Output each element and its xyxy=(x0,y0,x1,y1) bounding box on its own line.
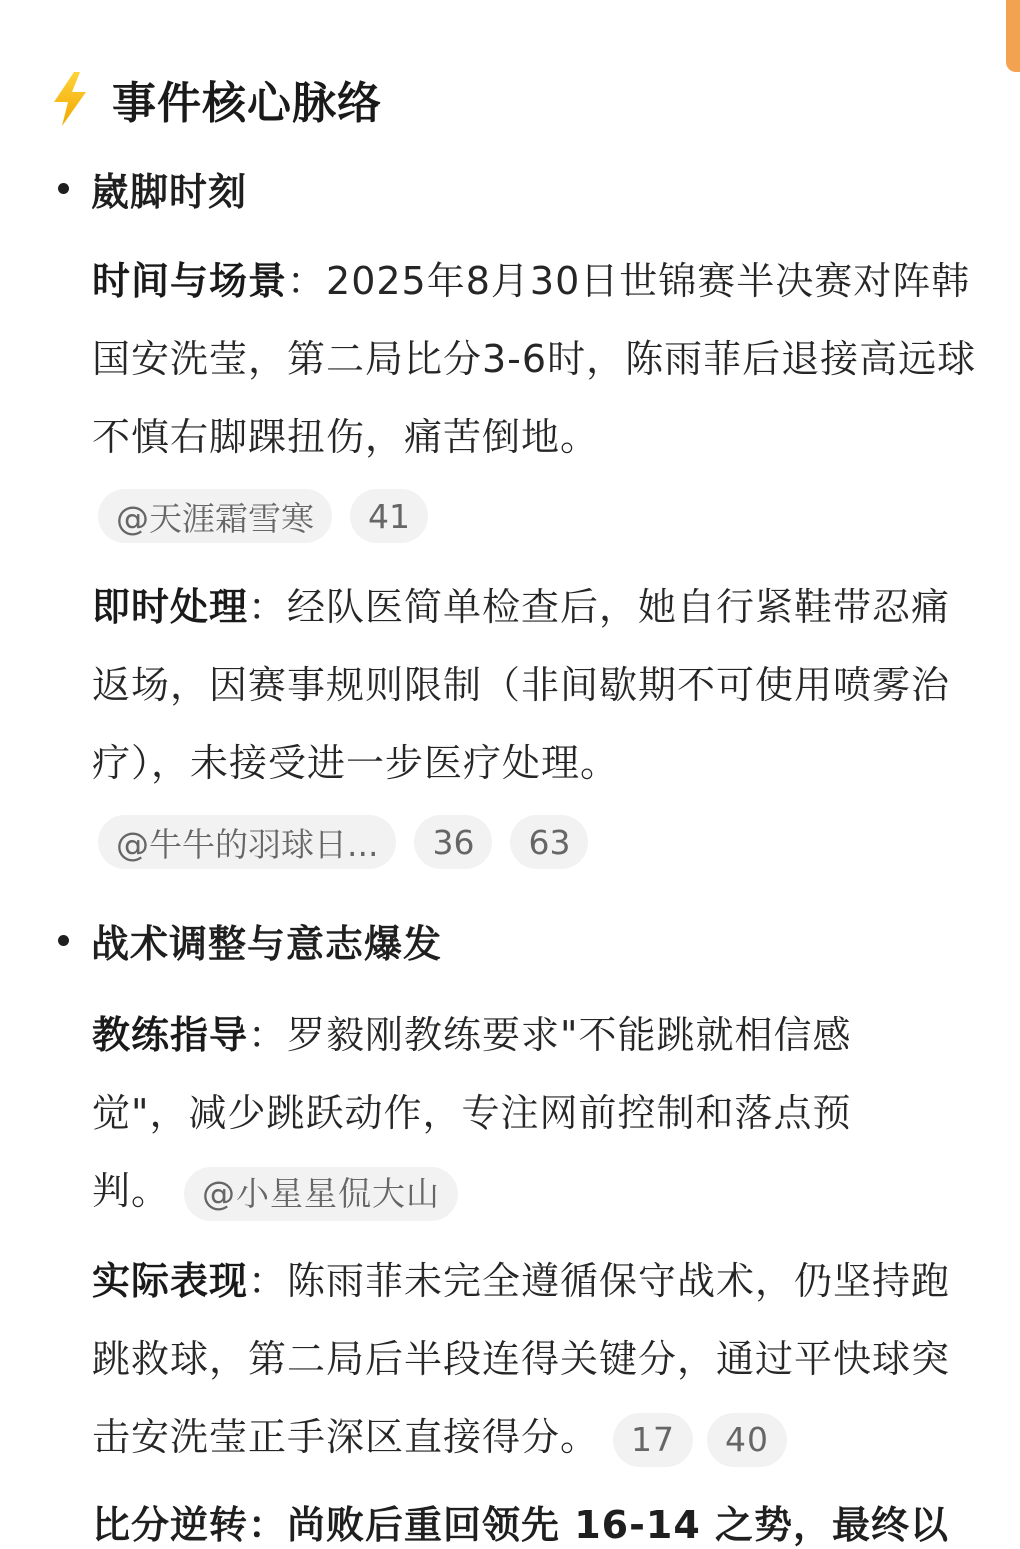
cut-off-text: 比分逆转：尚败后重回领先 16-14 之势，最终以 xyxy=(92,1503,949,1547)
bullet-title: 崴脚时刻 xyxy=(91,169,248,214)
source-pill-author[interactable]: @小星星侃大山 xyxy=(184,1167,458,1221)
paragraph-label: 即时处理 xyxy=(92,585,249,629)
scroll-indicator[interactable] xyxy=(1006,0,1020,72)
source-pill-author[interactable]: @牛牛的羽球日... xyxy=(98,815,396,869)
citation-pill[interactable]: 17 xyxy=(613,1413,693,1467)
source-pill-author[interactable]: @天涯霜雪寒 xyxy=(98,489,332,543)
paragraph-label: 时间与场景 xyxy=(92,259,288,303)
paragraph-text: ：罗毅刚教练要求"不能跳就相信感觉"，减少跳跃动作，专注网前控制和落点预判。 xyxy=(92,1013,852,1213)
paragraph-text: ：陈雨菲未完全遵循保守战术，仍坚持跑跳救球，第二局后半段连得关键分，通过平快球突击安洗莹正手深区直接得分。 xyxy=(92,1259,951,1459)
citation-pill[interactable]: 63 xyxy=(510,815,588,869)
lightning-bolt-icon xyxy=(48,70,92,128)
bullet-dot xyxy=(58,935,69,946)
paragraph-label: 实际表现 xyxy=(92,1259,249,1303)
bullet-title: 战术调整与意志爆发 xyxy=(91,921,443,966)
citation-pill[interactable]: 41 xyxy=(350,489,428,543)
paragraph-text: ：经队医简单检查后，她自行紧鞋带忍痛返场，因赛事规则限制（非间歇期不可使用喷雾治疗），未接受进一步医疗处理。 xyxy=(92,585,951,785)
paragraph-label: 教练指导 xyxy=(92,1013,249,1057)
paragraph-immediate-treatment xyxy=(92,568,982,802)
source-pills xyxy=(98,489,428,543)
paragraph-actual-performance xyxy=(92,1242,982,1476)
paragraph-time-scene xyxy=(92,242,982,476)
bullet-item-ankle-moment xyxy=(58,158,247,218)
source-pills xyxy=(98,815,588,869)
page-title: 事件核心脉络 xyxy=(112,78,382,129)
paragraph-text: ：2025年8月30日世锦赛半决赛对阵韩国安洗莹，第二局比分3-6时，陈雨菲后退接高远球不慎右脚踝扭伤，痛苦倒地。 xyxy=(92,259,977,459)
bullet-item-tactics xyxy=(58,910,442,970)
section-header xyxy=(48,66,382,132)
citation-pill[interactable]: 40 xyxy=(707,1413,787,1467)
paragraph-coach-guidance xyxy=(92,996,922,1230)
bullet-dot xyxy=(58,183,69,194)
citation-pill[interactable]: 36 xyxy=(414,815,492,869)
